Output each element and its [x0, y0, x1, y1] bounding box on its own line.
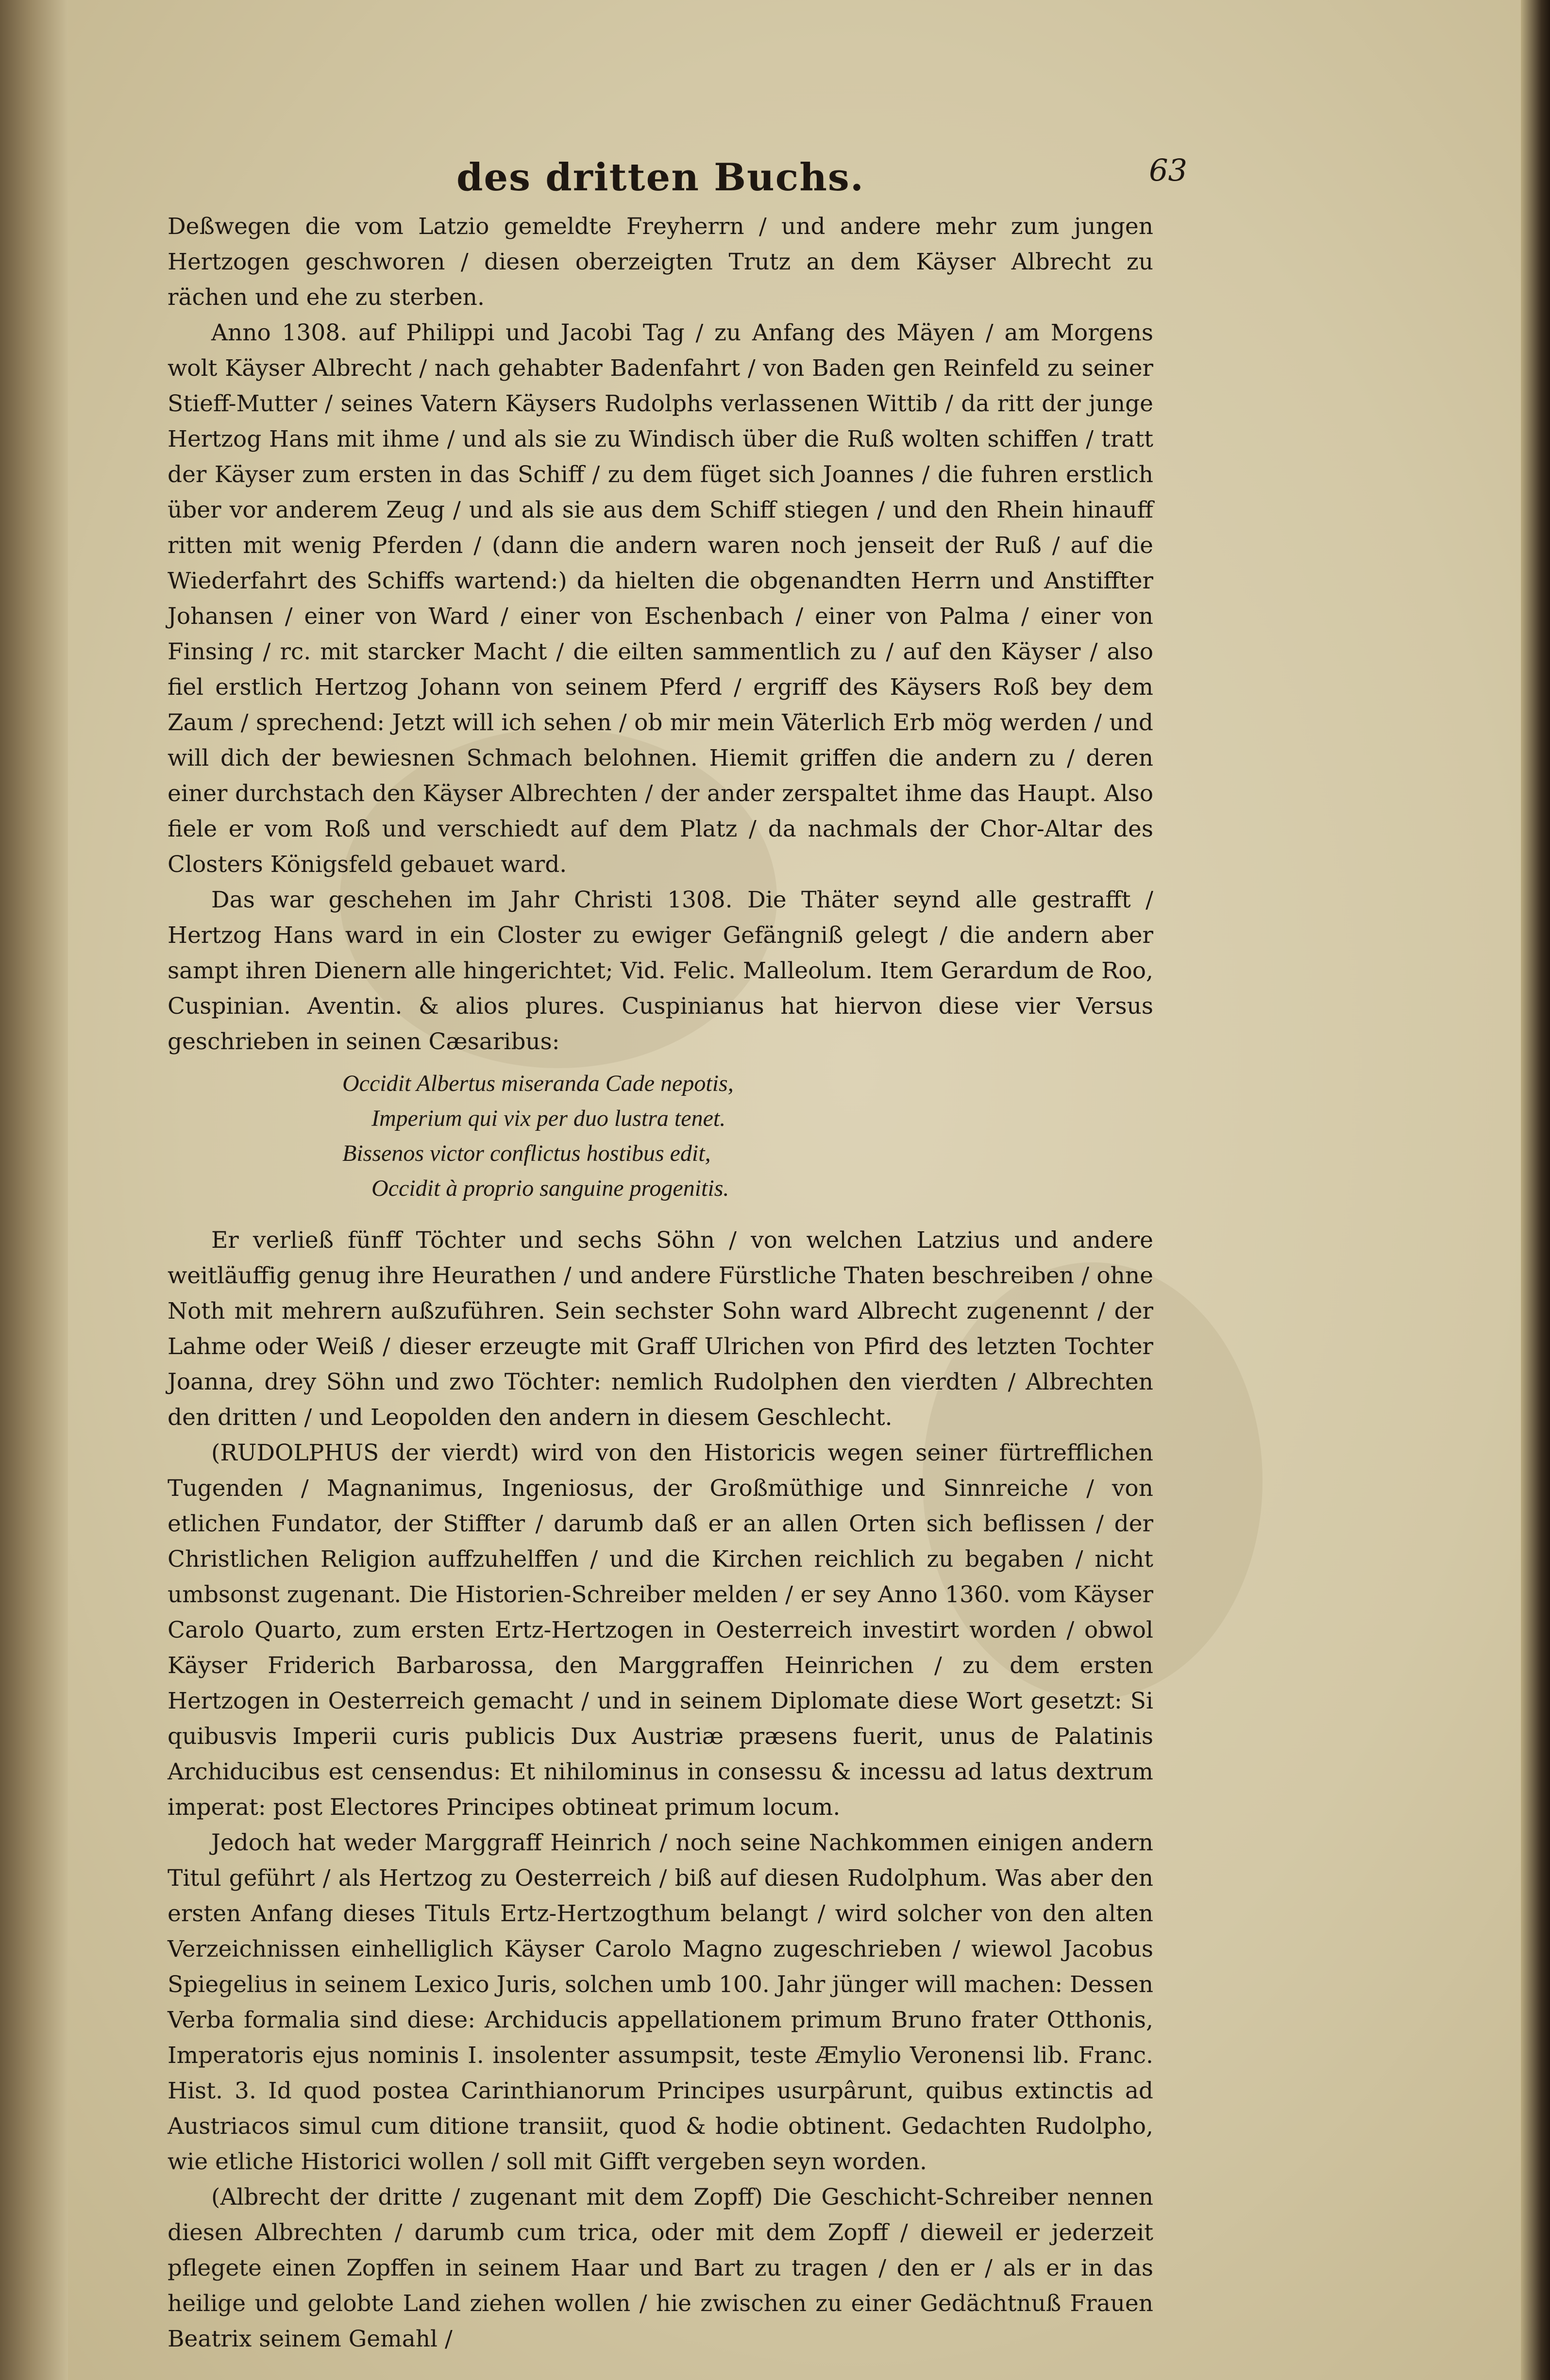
running-title: des dritten Buchs. — [456, 155, 864, 200]
paragraph: Jedoch hat weder Marggraff Heinrich / noch seine Nachkommen einigen andern Titul geführt / als Hertzog zu Oesterreich / biß auf diesen Rudolphum. Was aber den ersten Anfang dieses Tituls Ertz-Hertzogthum belangt / wird solcher von den alten Verzeichnissen einhelliglich Käyser Carolo Magno zugeschrieben / wiewol Jacobus Spiegelius in seinem Lexico Juris, solchen umb 100. Jahr jünger will machen: Dessen Verba formalia sind diese: Archiducis appellationem primum Bruno frater Otthonis, Imperatoris ejus nominis I. insolenter assumpsit, teste Æmylio Veronensi lib. Franc. Hist. 3. Id quod postea Carinthianorum Principes usurpârunt, quibus extinctis ad Austriacos simul cum ditione transiit, quod & hodie obtinent. Gedachten Rudolpho, wie etliche Historici wollen / soll mit Gifft vergeben seyn worden. — [168, 1829, 1153, 2175]
paragraph: Anno 1308. auf Philippi und Jacobi Tag / zu Anfang des Mäyen / am Morgens wolt Käyser Albrecht / nach gehabter Badenfahrt / von Baden gen Reinfeld zu seiner Stieff-Mutter / seines Vatern Käysers Rudolphs verlassenen Wittib / da ritt der junge Hertzog Hans mit ihme / und als sie zu Windisch über die Ruß wolten schiffen / tratt der Käyser zum ersten in das Schiff / zu dem füget sich Joannes / die fuhren erstlich über vor anderem Zeug / und als sie aus dem Schiff stiegen / und den Rhein hinauff ritten mit wenig Pferden / (dann die andern waren noch jenseit der Ruß / auf die Wiederfahrt des Schiffs wartend:) da hielten die obgenandten Herrn und Anstiffter Johansen / einer von Ward / einer von Eschenbach / einer von Palma / einer von Finsing / rc. mit starcker Macht / die eilten sammentlich zu / auf den Käyser / also fiel erstlich Hertzog Johann von seinem Pferd / ergriff des Käysers Roß bey dem Zaum / sprechend: Jetzt will ich sehen / ob mir mein Väterlich Erb mög werden / und will dich der bewiesnen Schmach belohnen. Hiemit griffen die andern zu / deren einer durchstach den Käyser Albrechten / der ander zerspaltet ihme das Haupt. Also fiele er vom Roß und verschiedt auf dem Platz / da nachmals der Chor-Altar des Closters Königsfeld gebauet ward. — [168, 319, 1153, 878]
text-block — [168, 146, 1187, 2357]
latin-verse — [168, 1066, 1153, 1206]
page-number: 63 — [1149, 152, 1187, 188]
paragraph: (Albrecht der dritte / zugenant mit dem Zopff) Die Geschicht-Schreiber nennen diesen Albrechten / darumb cum trica, oder mit dem Zopff / dieweil er jederzeit pflegete einen Zopffen in seinem Haar und Bart zu tragen / den er / als er in das heilige und gelobte Land ziehen wollen / hie zwischen zu einer Gedächtnuß Frauen Beatrix seinem Gemahl / — [168, 2184, 1153, 2352]
verse-line: Occidit à proprio sanguine progenitis. — [371, 1175, 729, 1201]
binding-gutter — [0, 0, 68, 2380]
paragraph: (RUDOLPHUS der vierdt) wird von den Historicis wegen seiner fürtrefflichen Tugenden / Magnanimus, Ingeniosus, der Großmüthige und Sinnreiche / von etlichen Fundator, der Stiffter / darumb daß er an allen Orten sich beflissen / der Christlichen Religion auffzuhelffen / und die Kirchen reichlich zu begaben / nicht umbsonst zugenant. Die Historien-Schreiber melden / er sey Anno 1360. vom Käyser Carolo Quarto, zum ersten Ertz-Hertzogen in Oesterreich investirt worden / obwol Käyser Friderich Barbarossa, den Marggraffen Heinrichen / zu dem ersten Hertzogen in Oesterreich gemacht / und in seinem Diplomate diese Wort gesetzt: Si quibusvis Imperii curis publicis Dux Austriæ præsens fuerit, unus de Palatinis Archiducibus est censendus: Et nihilominus in consessu & incessu ad latus dextrum imperat: post Electores Principes obtineat primum locum. — [168, 1440, 1153, 1821]
paragraph: Das war geschehen im Jahr Christi 1308. Die Thäter seynd alle gestrafft / Hertzog Hans ward in ein Closter zu ewiger Gefängniß gelegt / die andern aber sampt ihren Dienern alle hingerichtet; Vid. Felic. Malleolum. Item Gerardum de Roo, Cuspinian. Aventin. & alios plures. Cuspinianus hat hiervon diese vier Versus geschrieben in seinen Cæsaribus: — [168, 887, 1153, 1055]
paragraph: Er verließ fünff Töchter und sechs Söhn / von welchen Latzius und andere weitläuffig genug ihre Heurathen / und andere Fürstliche Thaten beschreiben / ohne Noth mit mehrern außzuführen. Sein sechster Sohn ward Albrecht zugenennt / der Lahme oder Weiß / dieser erzeugte mit Graff Ulrichen von Pfird des letzten Tochter Joanna, drey Söhn und zwo Töchter: nemlich Rudolphen den vierdten / Albrechten den dritten / und Leopolden den andern in diesem Geschlecht. — [168, 1227, 1153, 1431]
paragraph: Deßwegen die vom Latzio gemeldte Freyherrn / und andere mehr zum jungen Hertzogen geschworen / diesen oberzeigten Trutz an dem Käyser Albrecht zu rächen und ehe zu sterben. — [168, 213, 1153, 311]
verse-line: Imperium qui vix per duo lustra tenet. — [371, 1106, 726, 1131]
verse-line: Bissenos victor conflictus hostibus edit, — [342, 1140, 711, 1166]
verse-line: Occidit Albertus miseranda Cade nepotis, — [342, 1071, 734, 1096]
page-edge-shadow — [1521, 0, 1550, 2380]
running-head — [168, 146, 1187, 209]
